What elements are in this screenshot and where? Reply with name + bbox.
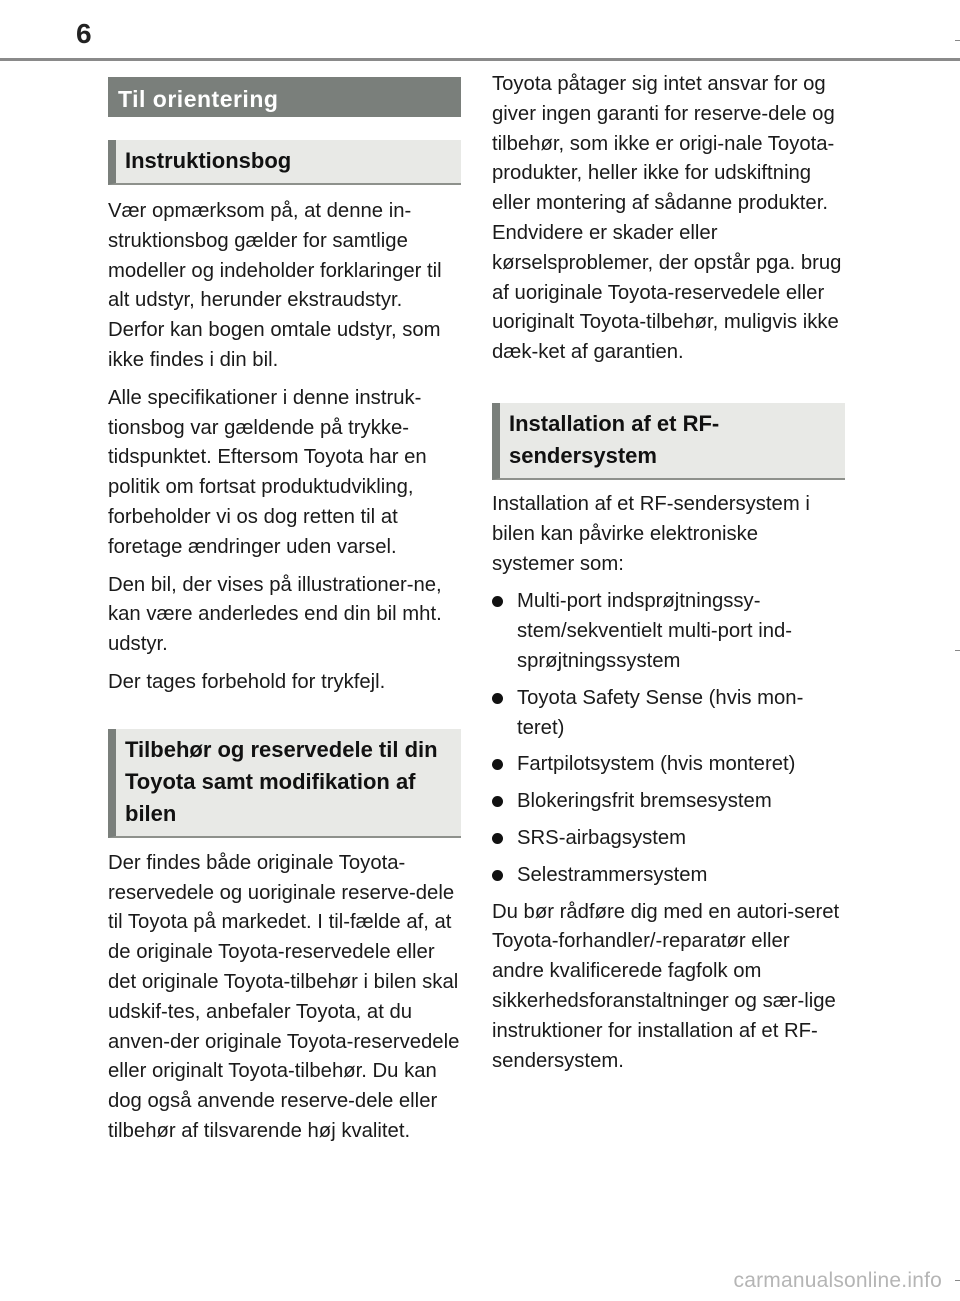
paragraph: Du bør rådføre dig med en autori-seret Toyota-forhandler/-reparatør eller andre kvalificerede fagfolk om sikkerhedsforanstaltninger og sær-lige instruktioner for installation af et RF-sendersystem. (492, 900, 840, 1072)
watermark: carmanualsonline.info (733, 1269, 942, 1292)
subheading-instruktionsbog: Instruktionsbog (108, 140, 461, 185)
bullet-icon (492, 870, 503, 881)
list-item: Multi-port indsprøjtningssy-stem/sekventielt multi-port ind-sprøjtningssystem (492, 587, 845, 676)
bullet-icon (492, 596, 503, 607)
paragraph: Installation af et RF-sendersystem i bilen kan påvirke elektroniske systemer som: (492, 492, 810, 575)
list-item: Selestrammersystem (492, 861, 845, 891)
paragraph: Toyota påtager sig intet ansvar for og giver ingen garanti for reserve-dele og tilbehør, som ikke er origi-nale Toyota-produkter, heller ikke for udskiftning eller montering af sådanne produkter. Endvidere er skader eller kørselsproblemer, der opstår pga. brug af uoriginale Toyota-reservedele eller uoriginalt Toyota-tilbehør, muligvis ikke dæk-ket af garantien. (492, 73, 842, 364)
right-column (492, 70, 845, 1084)
left-column (108, 70, 461, 1155)
margin-tick (955, 1280, 960, 1281)
section-title: Til orientering (108, 77, 461, 117)
paragraph: Der findes både originale Toyota-reservedele og uoriginale reserve-dele til Toyota på markedet. I til-fælde af, at de originale Toyota-reservedele eller det originale Toyota-tilbehør i bilen skal udskif-tes, anbefaler Toyota, at du anven-der originale Toyota-reservedele eller originalt Toyota-tilbehør. Du kan dog også anvende reserve-dele eller tilbehør af tilsvarende høj kvalitet. (108, 851, 460, 1142)
list-item: Fartpilotsystem (hvis monteret) (492, 750, 845, 780)
subheading-installation: Installation af et RF-sendersystem (492, 403, 845, 480)
bullet-list (492, 587, 845, 890)
bullet-icon (492, 833, 503, 844)
paragraph: Den bil, der vises på illustrationer-ne, kan være anderledes end din bil mht. udstyr. (108, 573, 442, 656)
list-item: Blokeringsfrit bremsesystem (492, 787, 845, 817)
paragraph: Der tages forbehold for trykfejl. (108, 670, 386, 693)
paragraph: Alle specifikationer i denne instruk-tionsbog var gældende på trykke-tidspunktet. Eftersom Toyota har en politik om fortsat produktudvikling, forbeholder vi os dog retten til at foretage ændringer uden varsel. (108, 386, 427, 558)
list-item: Toyota Safety Sense (hvis mon-teret) (492, 684, 845, 744)
bullet-icon (492, 693, 503, 704)
margin-tick (955, 40, 960, 41)
page-number: 6 (76, 18, 92, 49)
bullet-icon (492, 796, 503, 807)
header-rule (0, 58, 960, 61)
paragraph: Vær opmærksom på, at denne in-struktionsbog gælder for samtlige modeller og indeholder forklaringer til alt udstyr, herunder ekstraudstyr. Derfor kan bogen omtale udstyr, som ikke findes i din bil. (108, 200, 442, 371)
subheading-tilbehor: Tilbehør og reservedele til din Toyota samt modifikation af bilen (108, 729, 461, 838)
list-item: SRS-airbagsystem (492, 824, 845, 854)
margin-tick (955, 650, 960, 651)
bullet-icon (492, 759, 503, 770)
